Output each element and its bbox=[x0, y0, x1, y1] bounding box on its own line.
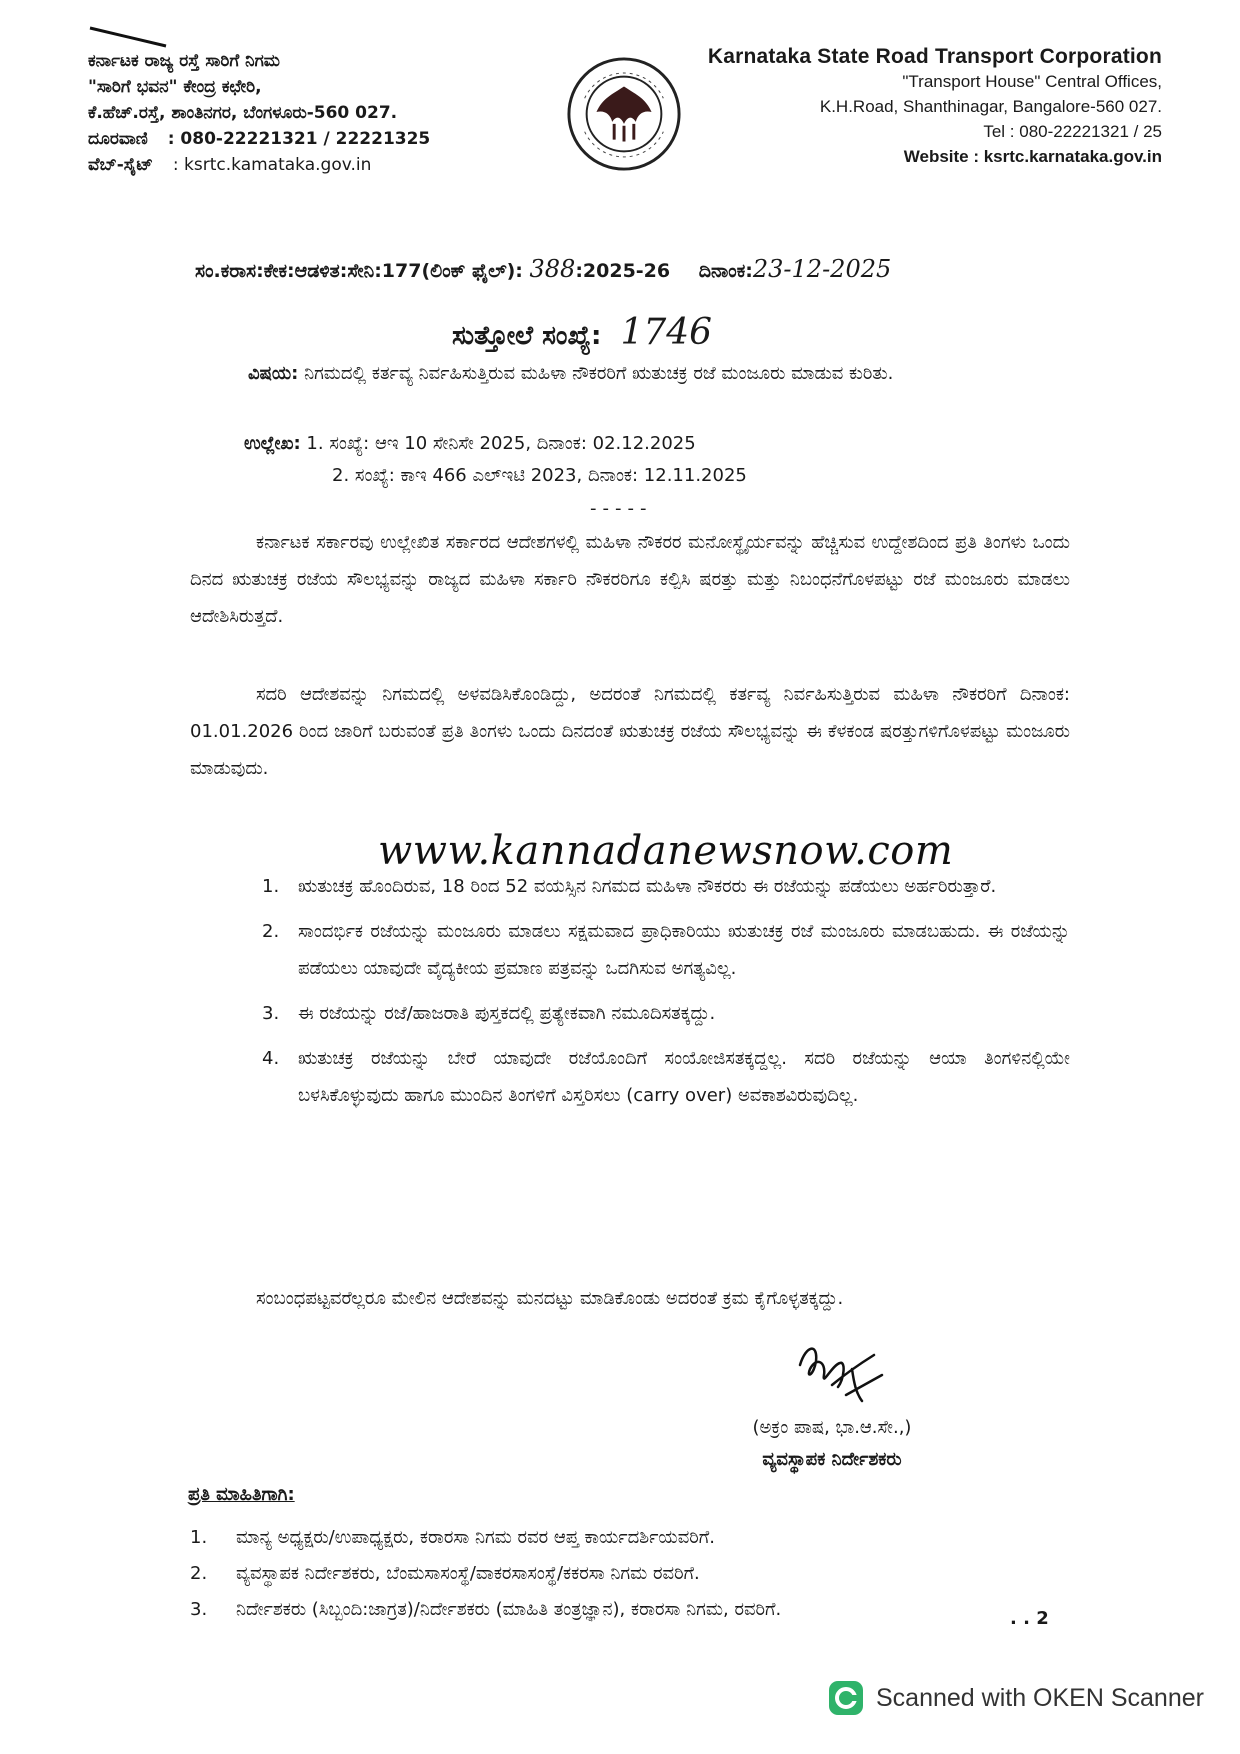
letterhead-kannada bbox=[88, 48, 430, 178]
copy-to-text: ಮಾನ್ಯ ಅಧ್ಯಕ್ಷರು/ಉಪಾಧ್ಯಕ್ಷರು, ಕರಾರಸಾ ನಿಗಮ ರವರ ಆಪ್ತ ಕಾರ್ಯದರ್ಶಿಯವರಿಗೆ. bbox=[236, 1527, 715, 1548]
reference-line bbox=[195, 255, 891, 283]
signatory-block bbox=[712, 1412, 952, 1476]
date-handwritten: 23-12-2025 bbox=[752, 255, 892, 283]
reference-item-1: 1. ಸಂಖ್ಯೆ: ಆಇ 10 ಸೇನಿಸೇ 2025, ದಿನಾಂಕ: 02.12.2025 bbox=[306, 433, 696, 454]
copy-to-number: 3. bbox=[190, 1599, 208, 1620]
circular-number-handwritten: 1746 bbox=[620, 312, 713, 353]
reference-number-handwritten: 388 bbox=[529, 255, 576, 283]
ksrtc-emblem-icon bbox=[565, 55, 683, 173]
copy-to-text: ನಿರ್ದೇಶಕರು (ಸಿಬ್ಬಂದಿ:ಜಾಗ್ರತ)/ನಿರ್ದೇಶಕರು (ಮಾಹಿತಿ ತಂತ್ರಜ್ಞಾನ), ಕರಾರಸಾ ನಿಗಮ, ರವರಿಗೆ. bbox=[236, 1599, 782, 1620]
address-kannada: ಕೆ.ಹೆಚ್.ರಸ್ತೆ, ಶಾಂತಿನಗರ, ಬೆಂಗಳೂರು-560 027. bbox=[88, 103, 398, 123]
page-continuation: . . 2 bbox=[1010, 1608, 1049, 1629]
org-name-english: Karnataka State Road Transport Corporation bbox=[707, 45, 1162, 68]
building-english: "Transport House" Central Offices, bbox=[902, 72, 1162, 91]
website-english: Website : ksrtc.karnataka.gov.in bbox=[903, 147, 1162, 166]
circular-number bbox=[452, 312, 712, 353]
conditions-list bbox=[262, 868, 1070, 1122]
signatory-name: (ಅಕ್ರಂ ಪಾಷ, ಭಾ.ಆ.ಸೇ.,) bbox=[752, 1417, 912, 1438]
letterhead-slash-mark bbox=[88, 26, 178, 48]
copy-to-number: 2. bbox=[190, 1563, 208, 1584]
subject-label: ವಿಷಯ: bbox=[248, 363, 299, 384]
condition-item bbox=[262, 913, 1070, 987]
references-label: ಉಲ್ಲೇಖ: bbox=[244, 433, 301, 454]
web-row-kannada bbox=[88, 152, 430, 178]
subject-text: ನಿಗಮದಲ್ಲಿ ಕರ್ತವ್ಯ ನಿರ್ವಹಿಸುತ್ತಿರುವ ಮಹಿಳಾ ನೌಕರರಿಗೆ ಋತುಚಕ್ರ ರಜೆ ಮಂಜೂರು ಮಾಡುವ ಕುರಿತು. bbox=[304, 363, 894, 384]
reference-year: :2025-26 bbox=[575, 260, 671, 282]
signatory-designation: ವ್ಯವಸ್ಥಾಪಕ ನಿರ್ದೇಶಕರು bbox=[762, 1449, 902, 1470]
body-paragraph-1: ಕರ್ನಾಟಕ ಸರ್ಕಾರವು ಉಲ್ಲೇಖಿತ ಸರ್ಕಾರದ ಆದೇಶಗಳಲ್ಲಿ ಮಹಿಳಾ ನೌಕರರ ಮನೋಸ್ಥೈರ್ಯವನ್ನು ಹೆಚ್ಚಿಸುವ ಉದ್ದೇಶದಿಂದ ಪ್ರತಿ ತಿಂಗಳು ಒಂದು ದಿನದ ಋತುಚಕ್ರ ರಜೆಯ ಸೌಲಭ್ಯವನ್ನು ರಾಜ್ಯದ ಮಹಿಳಾ ಸರ್ಕಾರಿ ನೌಕರರಿಗೂ ಕಲ್ಪಿಸಿ ಷರತ್ತು ಮತ್ತು ನಿಬಂಧನೆಗೊಳಪಟ್ಟು ರಜೆ ಮಂಜೂರು ಮಾಡಲು ಆದೇಶಿಸಿರುತ್ತದೆ. bbox=[190, 532, 1070, 627]
org-name-kannada: ಕರ್ನಾಟಕ ರಾಜ್ಯ ರಸ್ತೆ ಸಾರಿಗೆ ನಿಗಮ bbox=[88, 51, 280, 71]
condition-text: ಸಾಂದರ್ಭಿಕ ರಜೆಯನ್ನು ಮಂಜೂರು ಮಾಡಲು ಸಕ್ಷಮವಾದ ಪ್ರಾಧಿಕಾರಿಯು ಋತುಚಕ್ರ ರಜೆ ಮಂಜೂರು ಮಾಡಬಹುದು. ಈ ರಜೆಯನ್ನು ಪಡೆಯಲು ಯಾವುದೇ ವೈದ್ಯಕೀಯ ಪ್ರಮಾಣ ಪತ್ರವನ್ನು ಒದಗಿಸುವ ಅಗತ್ಯವಿಲ್ಲ. bbox=[298, 921, 1070, 979]
closing-paragraph: ಸಂಬಂಧಪಟ್ಟವರೆಲ್ಲರೂ ಮೇಲಿನ ಆದೇಶವನ್ನು ಮನದಟ್ಟು ಮಾಡಿಕೊಂಡು ಅದರಂತೆ ಕ್ರಮ ಕೈಗೊಳ್ಳತಕ್ಕದ್ದು. bbox=[256, 1288, 844, 1309]
building-kannada: "ಸಾರಿಗೆ ಭವನ" ಕೇಂದ್ರ ಕಛೇರಿ, bbox=[88, 77, 262, 97]
condition-item bbox=[262, 1040, 1070, 1114]
web-kannada: : ksrtc.kamataka.gov.in bbox=[172, 155, 372, 175]
scanner-footer bbox=[828, 1680, 1204, 1716]
copy-to-text: ವ್ಯವಸ್ಥಾಪಕ ನಿರ್ದೇಶಕರು, ಬೆಂಮಸಾಸಂಸ್ಥೆ/ವಾಕರಸಾಸಂಸ್ಥೆ/ಕಕರಸಾ ನಿಗಮ ರವರಿಗೆ. bbox=[236, 1563, 700, 1584]
copy-to-item bbox=[190, 1520, 781, 1556]
references bbox=[244, 428, 747, 492]
copy-to-heading: ಪ್ರತಿ ಮಾಹಿತಿಗಾಗಿ: bbox=[188, 1484, 295, 1505]
website-watermark: www.kannadanewsnow.com bbox=[378, 828, 954, 874]
reference-prefix: ಸಂ.ಕರಾಸ:ಕೇಕ:ಆಡಳಿತ:ಸೇನಿ:177(ಲಿಂಕ್ ಫೈಲ್): bbox=[195, 260, 523, 282]
address-english: K.H.Road, Shanthinagar, Bangalore-560 027. bbox=[819, 97, 1162, 116]
copy-to-item bbox=[190, 1556, 781, 1592]
condition-number: 1. bbox=[262, 876, 280, 897]
scanner-note: Scanned with OKEN Scanner bbox=[876, 1683, 1204, 1712]
condition-number: 2. bbox=[262, 921, 280, 942]
copy-to-number: 1. bbox=[190, 1527, 208, 1548]
condition-text: ಋತುಚಕ್ರ ರಜೆಯನ್ನು ಬೇರೆ ಯಾವುದೇ ರಜೆಯೊಂದಿಗೆ ಸಂಯೋಜಿಸತಕ್ಕದ್ದಲ್ಲ. ಸದರಿ ರಜೆಯನ್ನು ಆಯಾ ತಿಂಗಳಿನಲ್ಲಿಯೇ ಬಳಸಿಕೊಳ್ಳುವುದು ಹಾಗೂ ಮುಂದಿನ ತಿಂಗಳಿಗೆ ವಿಸ್ತರಿಸಲು (carry over) ಅವಕಾಶವಿರುವುದಿಲ್ಲ. bbox=[298, 1048, 1070, 1106]
web-label-kannada: ವೆಬ್-ಸೈಟ್ bbox=[88, 155, 153, 175]
condition-number: 4. bbox=[262, 1048, 280, 1069]
subject bbox=[248, 360, 1068, 388]
condition-number: 3. bbox=[262, 1003, 280, 1024]
phone-kannada: : 080-22221321 / 22221325 bbox=[167, 129, 431, 149]
condition-item bbox=[262, 868, 1070, 905]
body-paragraph-2: ಸದರಿ ಆದೇಶವನ್ನು ನಿಗಮದಲ್ಲಿ ಅಳವಡಿಸಿಕೊಂಡಿದ್ದು, ಅದರಂತೆ ನಿಗಮದಲ್ಲಿ ಕರ್ತವ್ಯ ನಿರ್ವಹಿಸುತ್ತಿರುವ ಮಹಿಳಾ ನೌಕರರಿಗೆ ದಿನಾಂಕ: 01.01.2026 ರಿಂದ ಜಾರಿಗೆ ಬರುವಂತೆ ಪ್ರತಿ ತಿಂಗಳು ಒಂದು ದಿನದಂತೆ ಋತುಚಕ್ರ ರಜೆಯ ಸೌಲಭ್ಯವನ್ನು ಈ ಕೆಳಕಂಡ ಷರತ್ತುಗಳಿಗೊಳಪಟ್ಟು ಮಂಜೂರು ಮಾಡುವುದು. bbox=[190, 684, 1070, 779]
circular-label: ಸುತ್ತೋಲೆ ಸಂಖ್ಯೆ: bbox=[452, 321, 602, 351]
copy-to-list bbox=[190, 1520, 781, 1628]
condition-text: ಋತುಚಕ್ರ ಹೊಂದಿರುವ, 18 ರಿಂದ 52 ವಯಸ್ಸಿನ ನಿಗಮದ ಮಹಿಳಾ ನೌಕರರು ಈ ರಜೆಯನ್ನು ಪಡೆಯಲು ಅರ್ಹರಿರುತ್ತಾರೆ. bbox=[298, 876, 997, 897]
condition-item bbox=[262, 995, 1070, 1032]
letterhead-english bbox=[708, 44, 1162, 169]
oken-scanner-logo-icon bbox=[828, 1680, 864, 1716]
phone-label-kannada: ದೂರವಾಣಿ bbox=[88, 129, 148, 149]
reference-item-2: 2. ಸಂಖ್ಯೆ: ಕಾಇ 466 ಎಲ್ಇಟಿ 2023, ದಿನಾಂಕ: 12.11.2025 bbox=[332, 465, 747, 486]
date-label: ದಿನಾಂಕ: bbox=[698, 260, 753, 282]
divider-dashes: ----- bbox=[590, 498, 653, 519]
condition-text: ಈ ರಜೆಯನ್ನು ರಜೆ/ಹಾಜರಾತಿ ಪುಸ್ತಕದಲ್ಲಿ ಪ್ರತ್ಯೇಕವಾಗಿ ನಮೂದಿಸತಕ್ಕದ್ದು. bbox=[298, 1003, 716, 1024]
signature-icon bbox=[792, 1335, 892, 1407]
phone-english: Tel : 080-22221321 / 25 bbox=[983, 122, 1162, 141]
phone-row-kannada bbox=[88, 126, 430, 152]
copy-to-item bbox=[190, 1592, 781, 1628]
